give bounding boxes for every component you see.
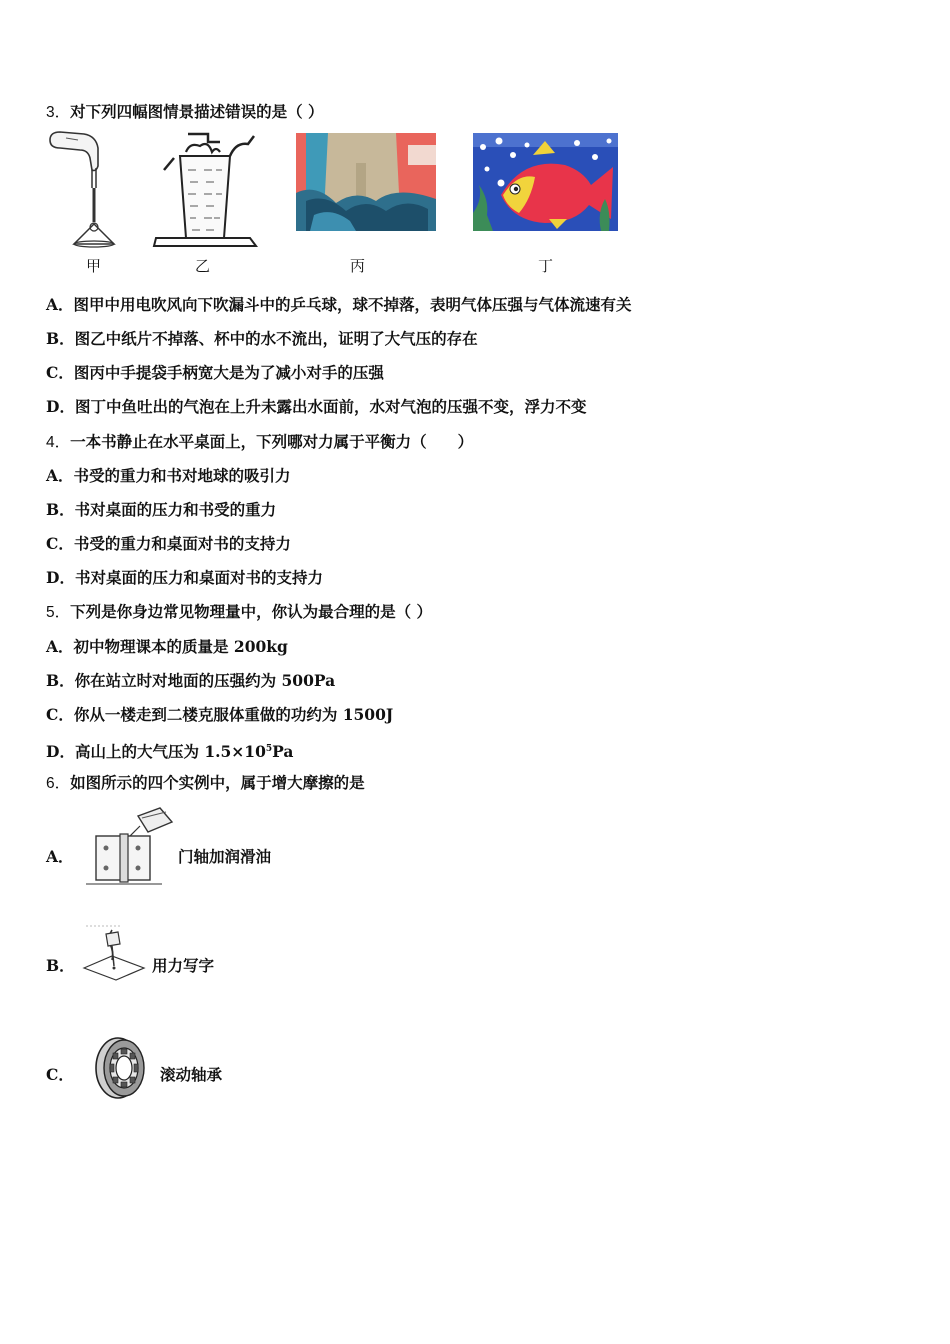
- q3-number: 3．: [46, 104, 71, 121]
- q4-stem-text: 一本书静止在水平桌面上，下列哪对力属于平衡力（ ）: [70, 432, 474, 451]
- q5-option-d-prefix: D．高山上的大气压为 1.5×10: [46, 742, 266, 762]
- q5-option-a: A．初中物理课本的质量是 200kg: [46, 637, 288, 656]
- q4-option-a: A．书受的重力和书对地球的吸引力: [46, 466, 291, 485]
- figure-bing-handbag: [296, 133, 436, 231]
- q5-stem-text: 下列是你身边常见物理量中，你认为最合理的是（ ）: [70, 602, 433, 621]
- q5-number: 5．: [46, 604, 71, 621]
- caption-yi: 乙: [195, 257, 211, 275]
- q4-option-c: C．书受的重力和桌面对书的支持力: [46, 534, 291, 553]
- caption-ding: 丁: [538, 257, 554, 275]
- q4-option-b: B．书对桌面的压力和书受的重力: [46, 500, 277, 519]
- q3-option-d: D．图丁中鱼吐出的气泡在上升未露出水面前，水对气泡的压强不变，浮力不变: [46, 397, 587, 416]
- q5-option-c: C．你从一楼走到二楼克服体重做的功约为 1500J: [46, 705, 394, 724]
- rolling-bearing-image: [90, 1034, 150, 1102]
- q6-number: 6．: [46, 775, 71, 792]
- figure-ding-fish: [473, 133, 618, 231]
- door-hinge-oil-image: [82, 806, 176, 886]
- q6-stem: [46, 773, 365, 794]
- q5-option-d: [46, 739, 293, 762]
- q4-option-d: D．书对桌面的压力和桌面对书的支持力: [46, 568, 323, 587]
- q3-stem-text: 对下列四幅图情景描述错误的是（ ）: [70, 102, 324, 121]
- q5-option-d-exponent: 5: [265, 744, 273, 754]
- q3-option-b: B．图乙中纸片不掉落、杯中的水不流出，证明了大气压的存在: [46, 329, 478, 348]
- q3-option-c: C．图丙中手提袋手柄宽大是为了减小对手的压强: [46, 363, 384, 382]
- q3-option-a: A．图甲中用电吹风向下吹漏斗中的乒乓球，球不掉落，表明气体压强与气体流速有关: [46, 295, 632, 314]
- q3-stem: [46, 102, 324, 123]
- q5-option-b: B．你在站立时对地面的压强约为 500Pa: [46, 671, 336, 690]
- q5-stem: [46, 602, 432, 623]
- q6-stem-text: 如图所示的四个实例中，属于增大摩擦的是: [70, 773, 365, 792]
- figure-jia-hairdryer: [44, 130, 122, 250]
- q6-option-b-text: 用力写字: [152, 956, 215, 975]
- q4-number: 4．: [46, 434, 71, 451]
- q6-option-b-label: B．: [46, 956, 75, 975]
- q6-option-a-text: 门轴加润滑油: [178, 847, 272, 866]
- q4-stem: [46, 432, 473, 453]
- hand-writing-image: [82, 922, 146, 984]
- figure-yi-glass: [150, 130, 260, 250]
- q5-option-d-unit: Pa: [272, 742, 294, 762]
- q6-option-c-text: 滚动轴承: [160, 1065, 223, 1084]
- caption-bing: 丙: [350, 257, 366, 275]
- q6-option-a-label: A．: [46, 847, 74, 866]
- caption-jia: 甲: [86, 257, 102, 275]
- q6-option-c-label: C．: [46, 1065, 74, 1084]
